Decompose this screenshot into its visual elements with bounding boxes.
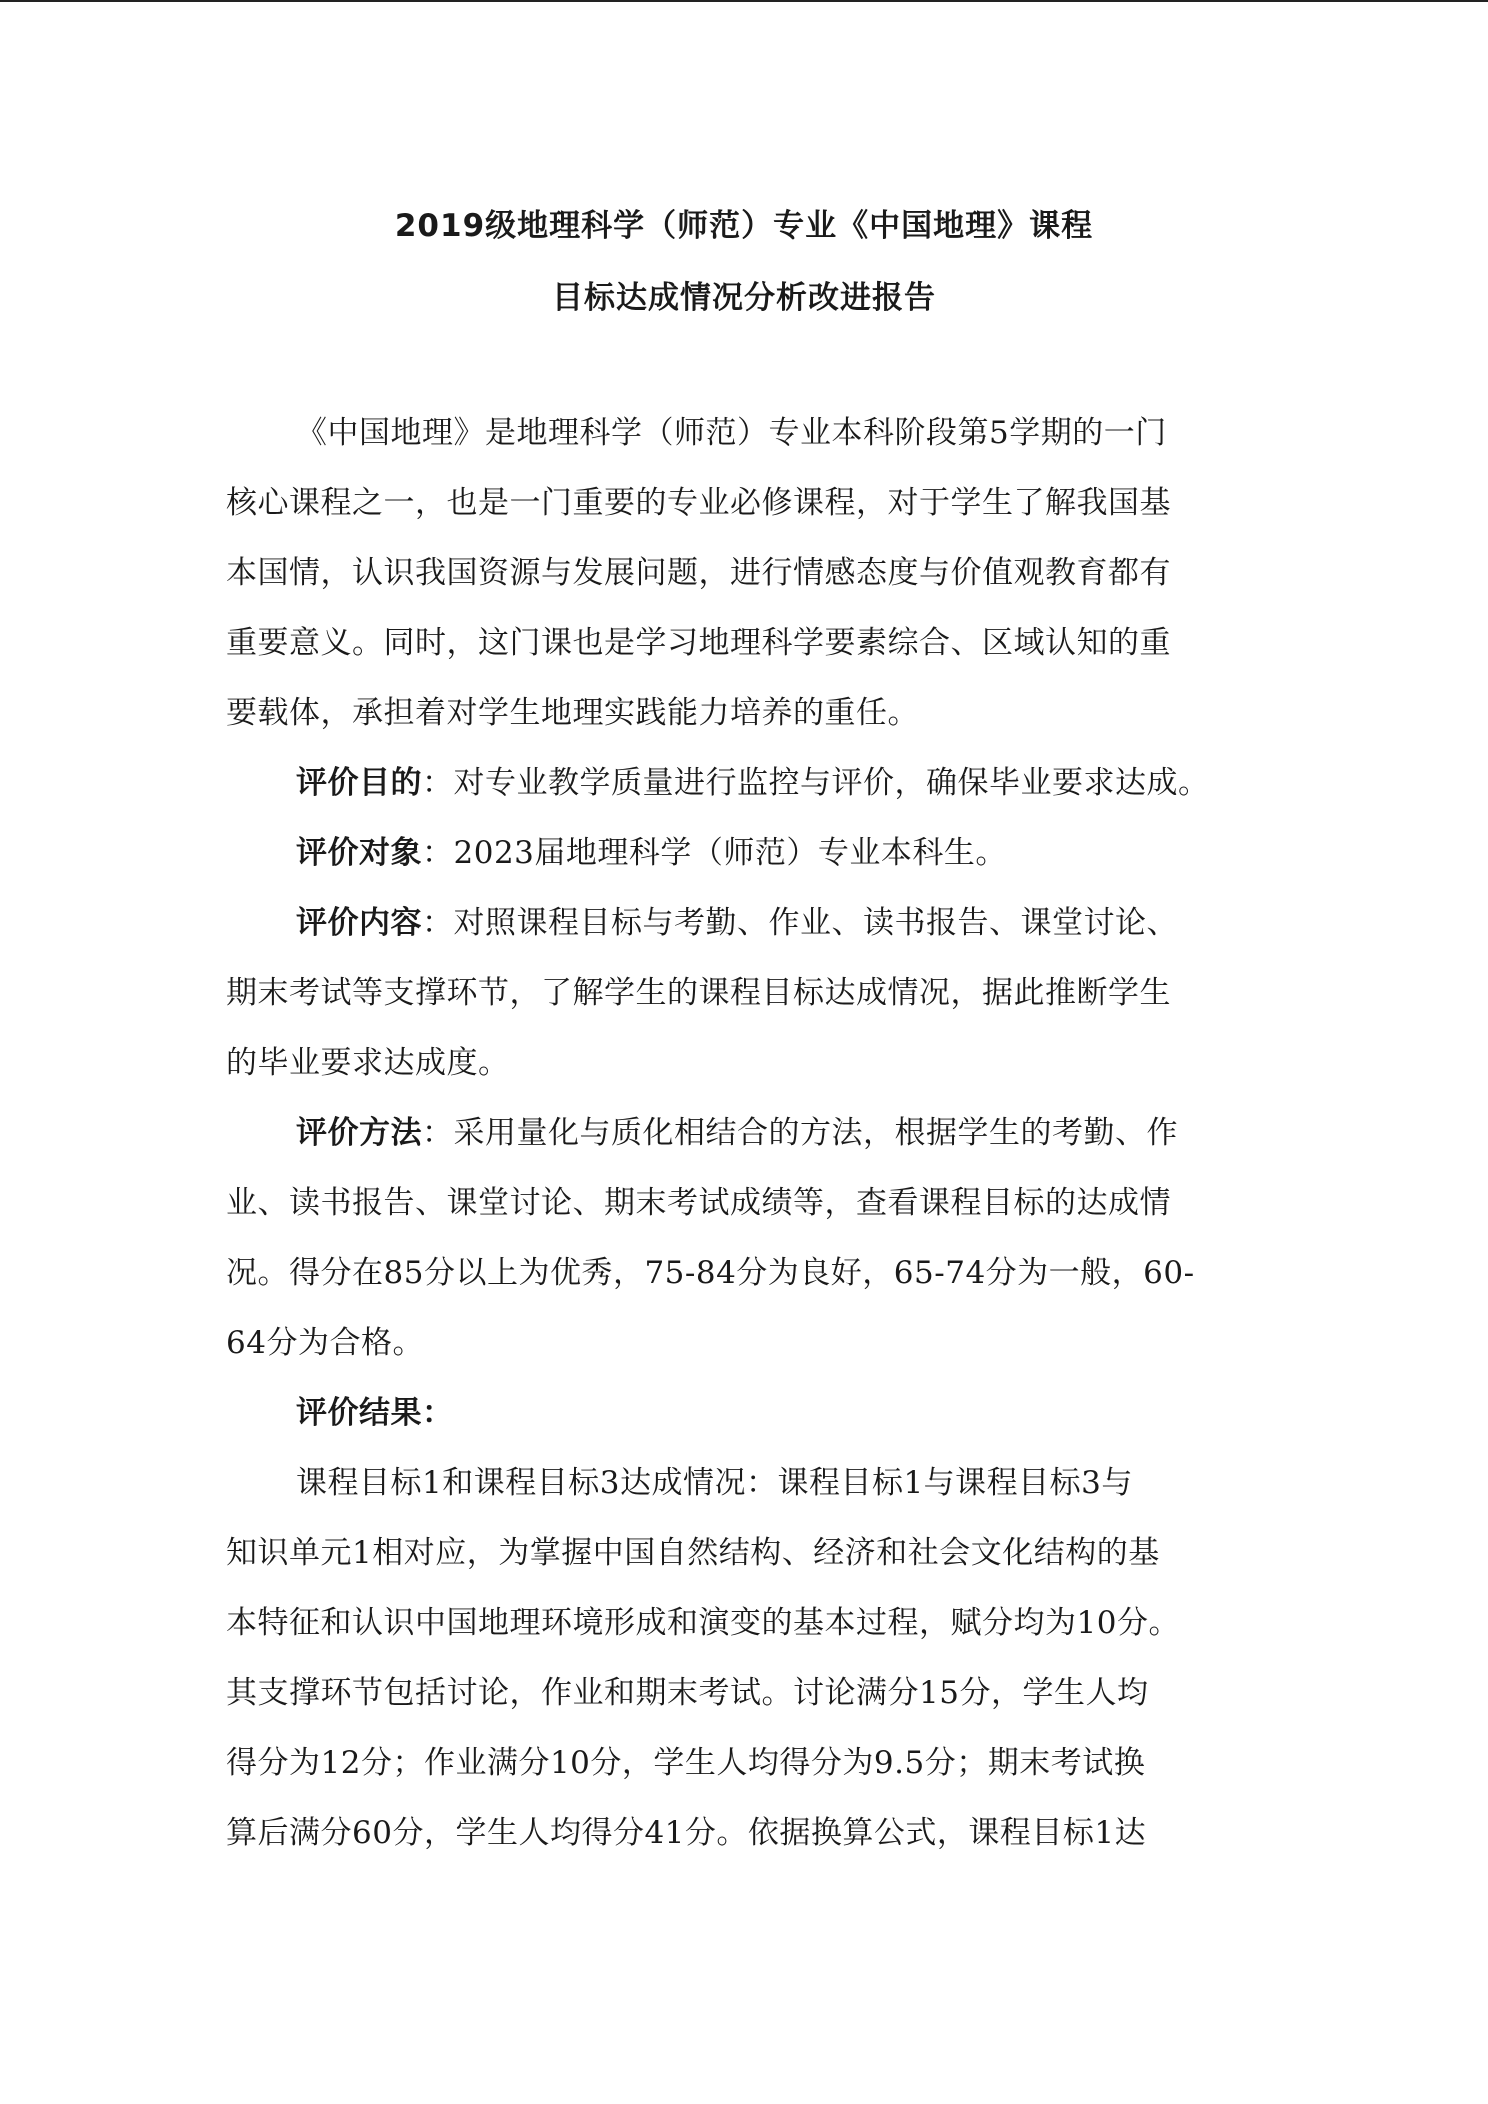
result-label: 评价结果： [296,1395,454,1431]
goal13-line: 得分为12分；作业满分10分，学生人均得分为9.5分；期末考试换 [226,1745,1146,1781]
method-line: 况。得分在85分以上为优秀，75-84分为良好，65-74分为一般，60- [226,1255,1195,1291]
purpose-label: 评价目的 [296,765,422,801]
title-line-2: 目标达成情况分析改进报告 [552,280,936,316]
content-paragraph [226,888,1266,1098]
content-label: 评价内容 [296,905,422,941]
title-line-1: 2019级地理科学（师范）专业《中国地理》课程 [394,208,1094,244]
method-line: 64分为合格。 [226,1325,424,1361]
goal13-line: 其支撑环节包括讨论，作业和期末考试。讨论满分15分，学生人均 [226,1675,1149,1711]
intro-line: 《中国地理》是地理科学（师范）专业本科阶段第5学期的一门 [296,415,1167,451]
method-label: 评价方法 [296,1115,422,1151]
object-line [226,818,1266,888]
top-border-rule [0,0,1488,2]
intro-line: 要载体，承担着对学生地理实践能力培养的重任。 [226,695,919,731]
report-title [0,190,1488,334]
goal13-line: 算后满分60分，学生人均得分41分。依据换算公式，课程目标1达 [226,1815,1147,1851]
intro-line: 核心课程之一，也是一门重要的专业必修课程，对于学生了解我国基 [226,485,1171,521]
content-line: 期末考试等支撑环节，了解学生的课程目标达成情况，据此推断学生 [226,975,1171,1011]
goal13-paragraph [226,1448,1266,1868]
intro-paragraph [226,398,1266,748]
goal13-line: 本特征和认识中国地理环境形成和演变的基本过程，赋分均为10分。 [226,1605,1180,1641]
purpose-text: ：对专业教学质量进行监控与评价，确保毕业要求达成。 [422,765,1210,801]
intro-line: 重要意义。同时，这门课也是学习地理科学要素综合、区域认知的重 [226,625,1171,661]
purpose-line [226,748,1266,818]
object-label: 评价对象 [296,835,422,871]
result-line [226,1378,1266,1448]
result-heading [226,1378,1266,1448]
intro-line: 本国情，认识我国资源与发展问题，进行情感态度与价值观教育都有 [226,555,1171,591]
method-line: 业、读书报告、课堂讨论、期末考试成绩等，查看课程目标的达成情 [226,1185,1171,1221]
purpose-paragraph [226,748,1266,818]
method-line [226,1098,1266,1168]
method-paragraph [226,1098,1266,1378]
content-line: 的毕业要求达成度。 [226,1045,510,1081]
goal13-line: 知识单元1相对应，为掌握中国自然结构、经济和社会文化结构的基 [226,1535,1160,1571]
object-text: ：2023届地理科学（师范）专业本科生。 [422,835,1007,871]
goal13-line: 课程目标1和课程目标3达成情况：课程目标1与课程目标3与 [296,1465,1133,1501]
content-first-text: ：对照课程目标与考勤、作业、读书报告、课堂讨论、 [422,905,1178,941]
content-line [226,888,1266,958]
report-body [226,398,1266,1868]
method-first-text: ：采用量化与质化相结合的方法，根据学生的考勤、作 [422,1115,1178,1151]
object-paragraph [226,818,1266,888]
